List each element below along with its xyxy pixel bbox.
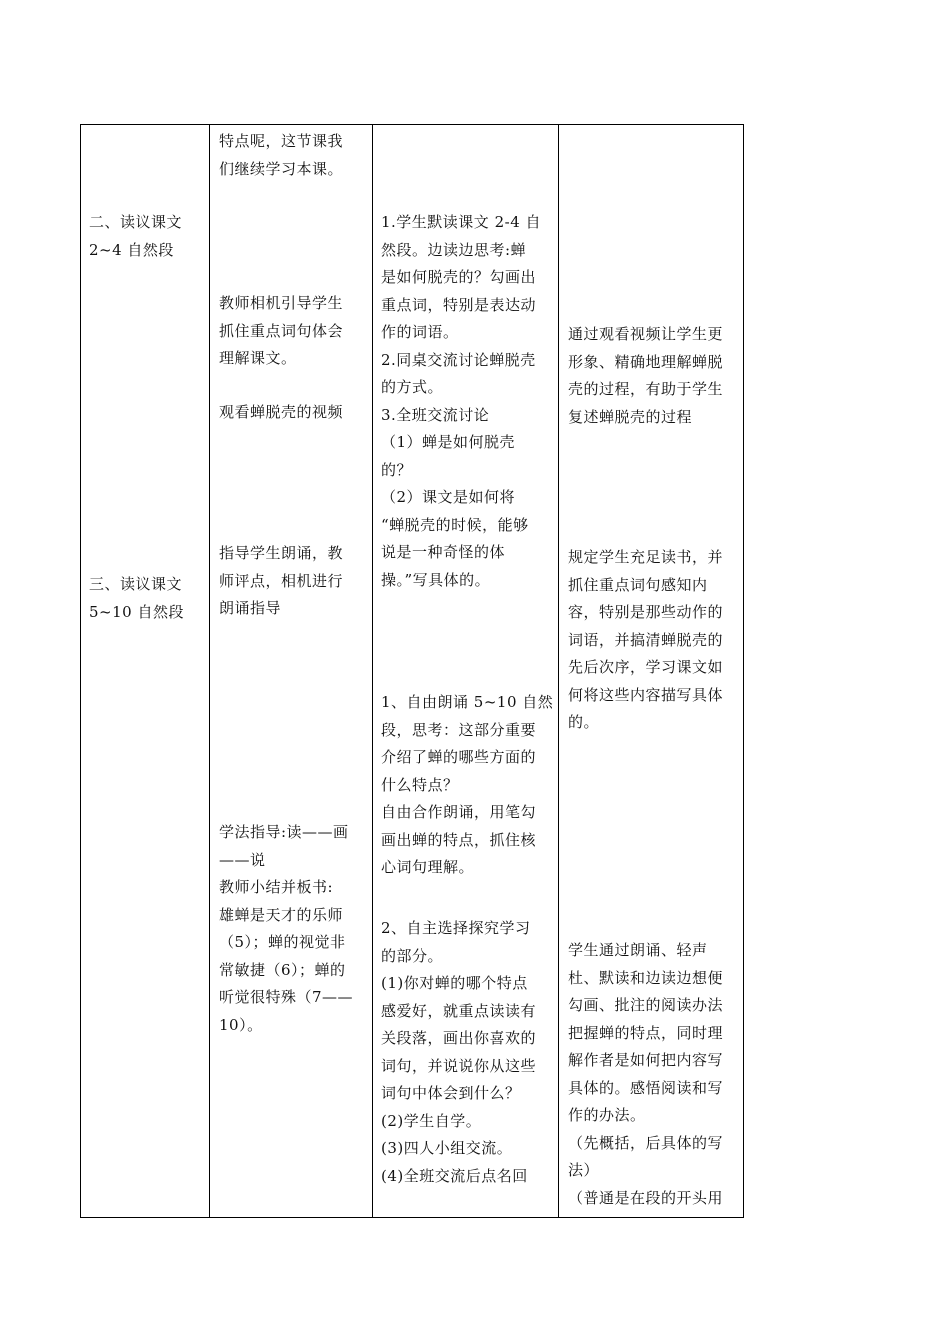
- student-step-1: [381, 209, 541, 594]
- text-line: 2.同桌交流讨论蝉脱壳: [381, 350, 536, 369]
- text-line: 师评点，相机进行: [219, 571, 344, 590]
- text-line: 何将这些内容描写具体: [568, 685, 724, 704]
- text-line: 的。: [568, 713, 600, 731]
- text-line: (4)全班交流后点名回: [381, 1166, 528, 1185]
- text-line: 词句，并说说你从这些: [381, 1056, 537, 1075]
- column-divider: [558, 125, 559, 1217]
- student-step-2: [381, 689, 553, 882]
- text-line: 2、自主选择探究学习: [381, 919, 531, 937]
- text-line: 观看蝉脱壳的视频: [219, 403, 344, 421]
- text-line: 作的办法。: [568, 1106, 646, 1124]
- text-line: 先后次序，学习课文如: [568, 658, 724, 676]
- text-line: “蝉脱壳的时候，能够: [381, 515, 529, 534]
- text-line: 们继续学习本课。: [219, 159, 344, 178]
- text-line: （2）课文是如何将: [381, 488, 516, 506]
- text-line: 的部分。: [381, 946, 444, 965]
- text-line: 操。”写具体的。: [381, 570, 491, 589]
- text-line: 三、读议课文: [89, 575, 183, 593]
- text-line: （先概括，后具体的写: [568, 1133, 724, 1152]
- text-line: (2)学生自学。: [381, 1111, 482, 1130]
- text-line: 5~10 自然段: [89, 602, 184, 621]
- column-divider: [372, 125, 373, 1217]
- text-line: 复述蝉脱壳的过程: [568, 407, 693, 426]
- text-line: 3.全班交流讨论: [381, 405, 490, 424]
- text-line: （1）蝉是如何脱壳: [381, 433, 516, 451]
- text-line: 抓住重点词句体会: [219, 321, 344, 340]
- text-line: 常敏捷（6）；蝉的: [219, 960, 346, 979]
- text-line: 自由合作朗诵，用笔勾: [381, 803, 537, 821]
- text-line: 勾画、批注的阅读办法: [568, 996, 724, 1014]
- text-line: 规定学生充足读书，并: [568, 548, 724, 566]
- text-line: 1.学生默读课文 2-4 自: [381, 213, 542, 231]
- text-line: 段，思考：这部分重要: [381, 720, 537, 739]
- teacher-method: [219, 819, 353, 1039]
- teacher-video: [219, 399, 343, 427]
- text-line: 什么特点？: [381, 775, 459, 794]
- text-line: 解作者是如何把内容写: [568, 1051, 724, 1069]
- text-line: 听觉很特殊（7——: [219, 988, 354, 1006]
- text-line: （5）；蝉的视觉非: [219, 933, 346, 951]
- text-line: 容，特别是那些动作的: [568, 603, 724, 621]
- text-line: 杜、默读和边读边想便: [568, 968, 724, 987]
- text-line: 感爱好，就重点读读有: [381, 1001, 537, 1020]
- text-line: 二、读议课文: [89, 213, 183, 231]
- teacher-recite: [219, 540, 343, 623]
- section-2-title: [89, 209, 182, 264]
- text-line: 介绍了蝉的哪些方面的: [381, 748, 537, 766]
- design-note-1: [568, 321, 723, 431]
- text-line: 形象、精确地理解蝉脱: [568, 352, 724, 371]
- text-line: 教师相机引导学生: [219, 294, 344, 312]
- design-note-3: [568, 937, 723, 1212]
- text-line: ——说: [219, 850, 266, 869]
- lesson-plan-table: [80, 124, 744, 1218]
- text-line: 的？: [381, 460, 413, 479]
- text-line: 朗诵指导: [219, 599, 282, 617]
- text-line: 2~4 自然段: [89, 240, 174, 259]
- text-line: 说是一种奇怪的体: [381, 543, 506, 561]
- teacher-guide: [219, 290, 343, 373]
- text-line: 画出蝉的特点，抓住核: [381, 830, 537, 849]
- text-line: 通过观看视频让学生更: [568, 325, 724, 343]
- text-line: 把握蝉的特点，同时理: [568, 1023, 724, 1042]
- text-line: 1、自由朗诵 5~10 自然: [381, 693, 554, 711]
- text-line: 然段。边读边思考:蝉: [381, 240, 527, 259]
- text-line: 的方式。: [381, 378, 444, 396]
- text-line: (1)你对蝉的哪个特点: [381, 974, 528, 992]
- text-line: 心词句理解。: [381, 858, 475, 876]
- design-note-2: [568, 544, 723, 737]
- text-line: 重点词，特别是表达动: [381, 295, 537, 314]
- text-line: 学法指导:读——画: [219, 823, 349, 841]
- text-line: 抓住重点词句感知内: [568, 575, 708, 594]
- text-line: 具体的。感悟阅读和写: [568, 1078, 724, 1097]
- text-line: 壳的过程，有助于学生: [568, 380, 724, 398]
- teacher-intro: [219, 128, 343, 183]
- text-line: (3)四人小组交流。: [381, 1139, 513, 1157]
- text-line: （普通是在段的开头用: [568, 1188, 724, 1207]
- text-line: 法）: [568, 1161, 600, 1179]
- text-line: 特点呢，这节课我: [219, 132, 344, 150]
- text-line: 学生通过朗诵、轻声: [568, 941, 708, 959]
- text-line: 是如何脱壳的？勾画出: [381, 268, 537, 286]
- text-line: 理解课文。: [219, 349, 297, 367]
- text-line: 作的词语。: [381, 323, 459, 341]
- text-line: 教师小结并板书:: [219, 878, 334, 896]
- student-step-3: [381, 915, 536, 1190]
- text-line: 10）。: [219, 1015, 263, 1034]
- text-line: 词语，并搞清蝉脱壳的: [568, 630, 724, 649]
- section-3-title: [89, 571, 184, 626]
- column-divider: [209, 125, 210, 1217]
- text-line: 关段落，画出你喜欢的: [381, 1029, 537, 1047]
- text-line: 指导学生朗诵，教: [219, 544, 344, 562]
- text-line: 词句中体会到什么？: [381, 1084, 521, 1102]
- text-line: 雄蝉是天才的乐师: [219, 905, 344, 924]
